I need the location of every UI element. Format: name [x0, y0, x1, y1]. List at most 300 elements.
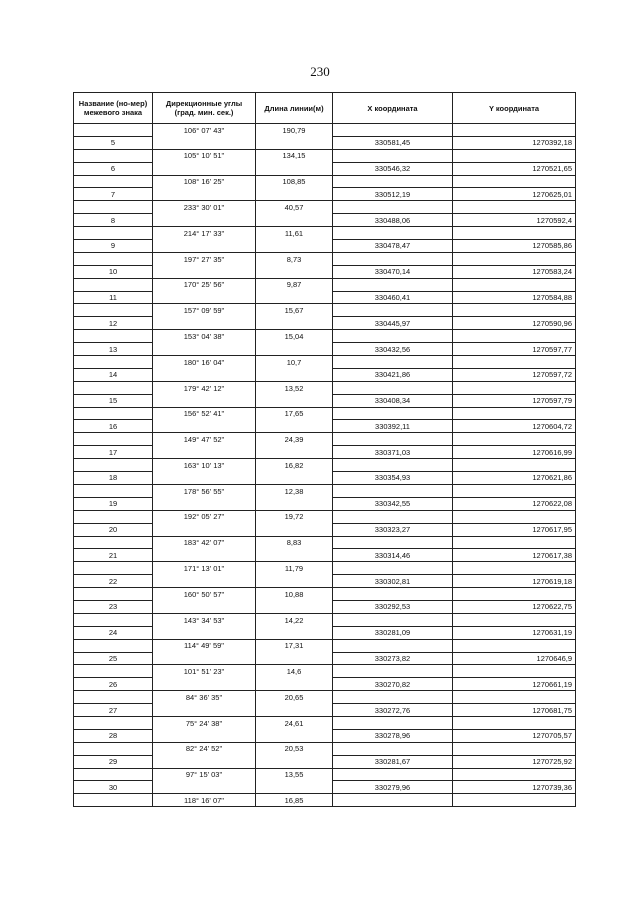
header-length: Длина линии(м) — [256, 93, 333, 124]
cell-x-coordinate: 330354,93 — [333, 472, 453, 485]
cell-y-coordinate: 1270631,19 — [453, 626, 576, 639]
cell-x-coordinate: 330314,46 — [333, 549, 453, 562]
table-header-row — [74, 93, 576, 124]
cell-line-length — [256, 162, 333, 175]
cell-direction-angle: 183° 42' 07" — [153, 536, 256, 549]
cell-direction-angle — [153, 291, 256, 304]
cell-x-coordinate: 330421,86 — [333, 368, 453, 381]
cell-y-coordinate — [453, 201, 576, 214]
cell-line-length: 13,55 — [256, 768, 333, 781]
cell-y-coordinate: 1270617,95 — [453, 523, 576, 536]
cell-direction-angle: 214° 17' 33" — [153, 227, 256, 240]
cell-y-coordinate — [453, 381, 576, 394]
cell-line-length: 108,85 — [256, 175, 333, 188]
cell-y-coordinate: 1270585,86 — [453, 240, 576, 253]
cell-y-coordinate: 1270590,96 — [453, 317, 576, 330]
cell-line-length: 14,6 — [256, 665, 333, 678]
table-row-point — [74, 600, 576, 613]
cell-direction-angle — [153, 394, 256, 407]
table-row-line — [74, 149, 576, 162]
cell-y-coordinate: 1270392,18 — [453, 136, 576, 149]
table-body — [74, 124, 576, 807]
cell-y-coordinate: 1270521,65 — [453, 162, 576, 175]
cell-line-length: 24,61 — [256, 716, 333, 729]
cell-point-name — [74, 665, 153, 678]
cell-direction-angle: 106° 07' 43" — [153, 124, 256, 137]
cell-direction-angle: 108° 16' 25" — [153, 175, 256, 188]
cell-direction-angle: 197° 27' 35" — [153, 252, 256, 265]
cell-point-name: 22 — [74, 575, 153, 588]
cell-line-length — [256, 549, 333, 562]
table-row-line — [74, 742, 576, 755]
cell-x-coordinate: 330371,03 — [333, 446, 453, 459]
cell-point-name — [74, 124, 153, 137]
cell-line-length: 19,72 — [256, 510, 333, 523]
cell-x-coordinate: 330470,14 — [333, 265, 453, 278]
cell-line-length: 20,53 — [256, 742, 333, 755]
cell-direction-angle: 179° 42' 12" — [153, 381, 256, 394]
cell-point-name — [74, 356, 153, 369]
cell-y-coordinate — [453, 691, 576, 704]
cell-direction-angle: 171° 13' 01" — [153, 562, 256, 575]
table-row-point — [74, 291, 576, 304]
cell-x-coordinate — [333, 639, 453, 652]
cell-y-coordinate: 1270739,36 — [453, 781, 576, 794]
cell-line-length — [256, 240, 333, 253]
cell-x-coordinate — [333, 510, 453, 523]
cell-y-coordinate — [453, 613, 576, 626]
cell-line-length: 9,87 — [256, 278, 333, 291]
cell-direction-angle — [153, 549, 256, 562]
cell-point-name — [74, 484, 153, 497]
cell-x-coordinate — [333, 330, 453, 343]
cell-line-length: 10,7 — [256, 356, 333, 369]
table-row-line — [74, 330, 576, 343]
table-row-line — [74, 304, 576, 317]
cell-y-coordinate — [453, 330, 576, 343]
cell-y-coordinate: 1270616,99 — [453, 446, 576, 459]
cell-direction-angle: 163° 10' 13" — [153, 459, 256, 472]
cell-y-coordinate: 1270619,18 — [453, 575, 576, 588]
table-row-point — [74, 394, 576, 407]
cell-direction-angle: 170° 25' 56" — [153, 278, 256, 291]
cell-direction-angle: 180° 16' 04" — [153, 356, 256, 369]
cell-line-length: 24,39 — [256, 433, 333, 446]
cell-x-coordinate: 330273,82 — [333, 652, 453, 665]
cell-direction-angle: 178° 56' 55" — [153, 484, 256, 497]
cell-line-length: 190,79 — [256, 124, 333, 137]
cell-line-length: 10,88 — [256, 588, 333, 601]
table-row-line — [74, 536, 576, 549]
cell-direction-angle — [153, 497, 256, 510]
table-row-point — [74, 523, 576, 536]
cell-x-coordinate — [333, 278, 453, 291]
table-row-line — [74, 381, 576, 394]
cell-line-length — [256, 781, 333, 794]
cell-y-coordinate — [453, 716, 576, 729]
cell-line-length — [256, 394, 333, 407]
cell-line-length: 16,85 — [256, 794, 333, 807]
cell-x-coordinate — [333, 227, 453, 240]
cell-line-length: 14,22 — [256, 613, 333, 626]
cell-line-length — [256, 368, 333, 381]
table-row-point — [74, 214, 576, 227]
table-row-point — [74, 704, 576, 717]
cell-line-length: 13,52 — [256, 381, 333, 394]
cell-line-length: 11,61 — [256, 227, 333, 240]
cell-y-coordinate — [453, 742, 576, 755]
cell-point-name — [74, 768, 153, 781]
cell-x-coordinate: 330392,11 — [333, 420, 453, 433]
cell-y-coordinate — [453, 588, 576, 601]
cell-direction-angle: 75° 24' 38" — [153, 716, 256, 729]
cell-direction-angle — [153, 420, 256, 433]
cell-direction-angle: 101° 51' 23" — [153, 665, 256, 678]
cell-point-name — [74, 562, 153, 575]
cell-y-coordinate — [453, 768, 576, 781]
cell-direction-angle — [153, 446, 256, 459]
cell-x-coordinate: 330460,41 — [333, 291, 453, 304]
cell-y-coordinate: 1270625,01 — [453, 188, 576, 201]
table-row-line — [74, 175, 576, 188]
cell-y-coordinate: 1270597,79 — [453, 394, 576, 407]
table-row-point — [74, 472, 576, 485]
table-row-line — [74, 613, 576, 626]
cell-point-name — [74, 742, 153, 755]
cell-direction-angle: 143° 34' 53" — [153, 613, 256, 626]
cell-point-name — [74, 381, 153, 394]
cell-y-coordinate: 1270705,57 — [453, 729, 576, 742]
cell-x-coordinate — [333, 407, 453, 420]
cell-x-coordinate — [333, 304, 453, 317]
cell-y-coordinate — [453, 227, 576, 240]
cell-point-name — [74, 149, 153, 162]
cell-point-name: 15 — [74, 394, 153, 407]
cell-x-coordinate — [333, 691, 453, 704]
cell-point-name: 5 — [74, 136, 153, 149]
table-row-line — [74, 665, 576, 678]
cell-point-name: 14 — [74, 368, 153, 381]
cell-x-coordinate: 330302,81 — [333, 575, 453, 588]
cell-direction-angle — [153, 626, 256, 639]
cell-x-coordinate — [333, 613, 453, 626]
table-row-line — [74, 433, 576, 446]
cell-y-coordinate: 1270617,38 — [453, 549, 576, 562]
cell-point-name — [74, 536, 153, 549]
cell-line-length — [256, 729, 333, 742]
cell-point-name — [74, 304, 153, 317]
table-row-line — [74, 639, 576, 652]
cell-point-name: 21 — [74, 549, 153, 562]
table-row-line — [74, 588, 576, 601]
cell-y-coordinate: 1270725,92 — [453, 755, 576, 768]
cell-point-name: 11 — [74, 291, 153, 304]
cell-line-length: 11,79 — [256, 562, 333, 575]
cell-line-length — [256, 214, 333, 227]
cell-point-name: 19 — [74, 497, 153, 510]
cell-x-coordinate: 330281,67 — [333, 755, 453, 768]
cell-line-length: 40,57 — [256, 201, 333, 214]
cell-x-coordinate: 330292,53 — [333, 600, 453, 613]
cell-point-name: 23 — [74, 600, 153, 613]
cell-y-coordinate — [453, 433, 576, 446]
cell-direction-angle — [153, 575, 256, 588]
page-number: 230 — [310, 64, 330, 79]
cell-direction-angle: 84° 36' 35" — [153, 691, 256, 704]
cell-line-length: 16,82 — [256, 459, 333, 472]
cell-x-coordinate: 330432,56 — [333, 343, 453, 356]
cell-y-coordinate — [453, 175, 576, 188]
cell-x-coordinate: 330478,47 — [333, 240, 453, 253]
cell-point-name: 6 — [74, 162, 153, 175]
table-row-point — [74, 678, 576, 691]
cell-y-coordinate — [453, 459, 576, 472]
cell-x-coordinate — [333, 794, 453, 807]
cell-x-coordinate — [333, 175, 453, 188]
cell-y-coordinate — [453, 794, 576, 807]
table-row-line — [74, 459, 576, 472]
table-row-line — [74, 510, 576, 523]
cell-y-coordinate — [453, 536, 576, 549]
cell-point-name: 16 — [74, 420, 153, 433]
cell-y-coordinate: 1270621,86 — [453, 472, 576, 485]
table-row-line — [74, 716, 576, 729]
cell-point-name: 9 — [74, 240, 153, 253]
cell-y-coordinate — [453, 407, 576, 420]
cell-line-length — [256, 343, 333, 356]
cell-direction-angle: 82° 24' 52" — [153, 742, 256, 755]
table-row-line — [74, 768, 576, 781]
cell-point-name — [74, 588, 153, 601]
cell-point-name — [74, 330, 153, 343]
cell-point-name — [74, 691, 153, 704]
header-angle: Дирекционные углы (град. мин. сек.) — [153, 93, 256, 124]
cell-point-name — [74, 433, 153, 446]
cell-x-coordinate — [333, 665, 453, 678]
table-row-point — [74, 188, 576, 201]
cell-line-length: 17,31 — [256, 639, 333, 652]
cell-y-coordinate — [453, 562, 576, 575]
cell-direction-angle — [153, 265, 256, 278]
cell-direction-angle — [153, 240, 256, 253]
cell-point-name — [74, 252, 153, 265]
cell-point-name: 25 — [74, 652, 153, 665]
cell-x-coordinate: 330546,32 — [333, 162, 453, 175]
cell-line-length — [256, 497, 333, 510]
header-x: X координата — [333, 93, 453, 124]
cell-point-name — [74, 613, 153, 626]
cell-direction-angle — [153, 755, 256, 768]
cell-direction-angle — [153, 188, 256, 201]
cell-line-length: 17,65 — [256, 407, 333, 420]
cell-x-coordinate — [333, 356, 453, 369]
table-row-line — [74, 484, 576, 497]
cell-line-length: 12,38 — [256, 484, 333, 497]
cell-line-length — [256, 523, 333, 536]
cell-direction-angle — [153, 214, 256, 227]
cell-x-coordinate — [333, 742, 453, 755]
table-row-line — [74, 252, 576, 265]
cell-direction-angle — [153, 704, 256, 717]
cell-x-coordinate — [333, 381, 453, 394]
cell-y-coordinate — [453, 484, 576, 497]
cell-y-coordinate: 1270661,19 — [453, 678, 576, 691]
cell-y-coordinate — [453, 510, 576, 523]
cell-x-coordinate — [333, 201, 453, 214]
cell-point-name: 17 — [74, 446, 153, 459]
header-y: Y координата — [453, 93, 576, 124]
cell-direction-angle: 105° 10' 51" — [153, 149, 256, 162]
cell-line-length — [256, 136, 333, 149]
table-row-point — [74, 549, 576, 562]
table-row-point — [74, 497, 576, 510]
cell-x-coordinate — [333, 484, 453, 497]
cell-direction-angle: 233° 30' 01" — [153, 201, 256, 214]
cell-direction-angle: 114° 49' 59" — [153, 639, 256, 652]
cell-y-coordinate: 1270646,9 — [453, 652, 576, 665]
cell-direction-angle: 160° 50' 57" — [153, 588, 256, 601]
cell-direction-angle — [153, 729, 256, 742]
boundary-coordinates-table — [73, 92, 576, 807]
cell-x-coordinate: 330581,45 — [333, 136, 453, 149]
cell-x-coordinate — [333, 459, 453, 472]
cell-direction-angle — [153, 136, 256, 149]
cell-point-name — [74, 716, 153, 729]
cell-point-name: 13 — [74, 343, 153, 356]
cell-direction-angle — [153, 368, 256, 381]
cell-point-name — [74, 794, 153, 807]
table-row-line — [74, 278, 576, 291]
table-row-point — [74, 265, 576, 278]
cell-point-name — [74, 278, 153, 291]
cell-x-coordinate: 330488,06 — [333, 214, 453, 227]
table-row-point — [74, 240, 576, 253]
cell-y-coordinate: 1270597,72 — [453, 368, 576, 381]
cell-x-coordinate: 330323,27 — [333, 523, 453, 536]
cell-direction-angle: 153° 04' 38" — [153, 330, 256, 343]
cell-direction-angle — [153, 523, 256, 536]
table-row-point — [74, 162, 576, 175]
cell-y-coordinate — [453, 356, 576, 369]
table-row-point — [74, 368, 576, 381]
cell-direction-angle: 97° 15' 03" — [153, 768, 256, 781]
cell-x-coordinate: 330272,76 — [333, 704, 453, 717]
cell-point-name — [74, 227, 153, 240]
cell-x-coordinate: 330445,97 — [333, 317, 453, 330]
cell-direction-angle — [153, 472, 256, 485]
table-row-point — [74, 781, 576, 794]
cell-point-name: 26 — [74, 678, 153, 691]
cell-y-coordinate: 1270622,75 — [453, 600, 576, 613]
cell-y-coordinate — [453, 278, 576, 291]
table-row-point — [74, 652, 576, 665]
table-row-line — [74, 794, 576, 807]
cell-x-coordinate — [333, 768, 453, 781]
cell-y-coordinate: 1270583,24 — [453, 265, 576, 278]
cell-line-length — [256, 678, 333, 691]
cell-y-coordinate — [453, 665, 576, 678]
cell-line-length — [256, 704, 333, 717]
cell-x-coordinate — [333, 562, 453, 575]
cell-line-length: 15,04 — [256, 330, 333, 343]
cell-y-coordinate: 1270681,75 — [453, 704, 576, 717]
cell-direction-angle — [153, 317, 256, 330]
cell-point-name: 18 — [74, 472, 153, 485]
cell-point-name: 30 — [74, 781, 153, 794]
cell-point-name: 12 — [74, 317, 153, 330]
table-row-line — [74, 407, 576, 420]
table-row-point — [74, 755, 576, 768]
table-row-line — [74, 562, 576, 575]
cell-x-coordinate — [333, 716, 453, 729]
cell-line-length: 8,83 — [256, 536, 333, 549]
cell-line-length — [256, 755, 333, 768]
cell-point-name: 7 — [74, 188, 153, 201]
cell-y-coordinate: 1270622,08 — [453, 497, 576, 510]
cell-point-name: 29 — [74, 755, 153, 768]
cell-line-length — [256, 317, 333, 330]
cell-y-coordinate — [453, 639, 576, 652]
cell-line-length — [256, 420, 333, 433]
cell-point-name: 24 — [74, 626, 153, 639]
cell-x-coordinate: 330281,09 — [333, 626, 453, 639]
cell-line-length — [256, 472, 333, 485]
table-row-line — [74, 201, 576, 214]
table-row-point — [74, 420, 576, 433]
cell-x-coordinate — [333, 588, 453, 601]
cell-direction-angle: 192° 05' 27" — [153, 510, 256, 523]
cell-point-name: 28 — [74, 729, 153, 742]
cell-y-coordinate: 1270584,88 — [453, 291, 576, 304]
cell-direction-angle — [153, 600, 256, 613]
cell-line-length — [256, 446, 333, 459]
cell-point-name — [74, 201, 153, 214]
cell-direction-angle: 156° 52' 41" — [153, 407, 256, 420]
cell-x-coordinate — [333, 149, 453, 162]
cell-point-name — [74, 510, 153, 523]
table-row-line — [74, 356, 576, 369]
cell-x-coordinate — [333, 252, 453, 265]
cell-y-coordinate — [453, 252, 576, 265]
table-row-point — [74, 446, 576, 459]
cell-direction-angle — [153, 343, 256, 356]
cell-direction-angle: 118° 16' 07" — [153, 794, 256, 807]
cell-x-coordinate — [333, 124, 453, 137]
cell-x-coordinate: 330408,34 — [333, 394, 453, 407]
cell-point-name — [74, 407, 153, 420]
cell-line-length: 8,73 — [256, 252, 333, 265]
table-row-point — [74, 136, 576, 149]
cell-direction-angle — [153, 652, 256, 665]
cell-point-name: 27 — [74, 704, 153, 717]
cell-y-coordinate: 1270604,72 — [453, 420, 576, 433]
cell-point-name: 10 — [74, 265, 153, 278]
cell-y-coordinate: 1270592,4 — [453, 214, 576, 227]
cell-line-length — [256, 291, 333, 304]
table-row-line — [74, 227, 576, 240]
cell-line-length: 15,67 — [256, 304, 333, 317]
cell-line-length: 20,65 — [256, 691, 333, 704]
cell-x-coordinate: 330342,55 — [333, 497, 453, 510]
cell-x-coordinate: 330270,82 — [333, 678, 453, 691]
cell-x-coordinate: 330279,96 — [333, 781, 453, 794]
cell-line-length — [256, 652, 333, 665]
table-row-point — [74, 729, 576, 742]
cell-y-coordinate — [453, 149, 576, 162]
cell-direction-angle — [153, 678, 256, 691]
table-row-point — [74, 317, 576, 330]
header-name: Название (но-мер) межевого знака — [74, 93, 153, 124]
